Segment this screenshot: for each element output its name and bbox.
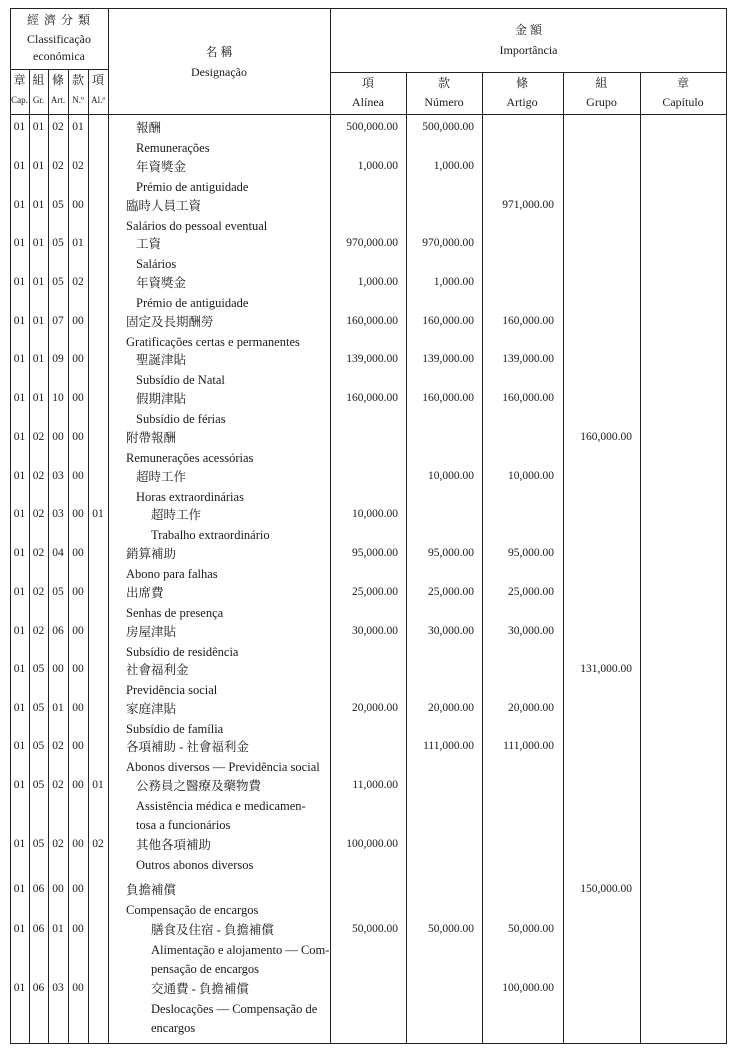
col-rule <box>108 8 109 1044</box>
table-top-border <box>10 8 727 9</box>
economic-code-cell: 09 <box>52 353 64 365</box>
economic-code-cell: 01 <box>32 276 45 288</box>
classification-heading-zh: 經 濟 分 類 <box>26 13 91 27</box>
designation-pt: Previdência social <box>126 682 218 697</box>
designation-zh: 負擔補償 <box>126 883 177 897</box>
economic-code-cell: 01 <box>52 923 64 935</box>
economic-code-cell: 00 <box>72 431 84 443</box>
col-rule <box>563 72 564 1044</box>
amount-col-heading-zh: 組 <box>595 76 608 90</box>
economic-code-cell: 00 <box>72 392 84 404</box>
designation-pt: Remunerações <box>136 140 210 155</box>
designation-zh: 交通費 - 負擔補償 <box>151 982 249 996</box>
economic-code-cell: 05 <box>32 702 45 714</box>
economic-code-cell: 06 <box>32 982 45 994</box>
amount-col-heading-pt: Número <box>424 95 464 109</box>
economic-code-cell: 03 <box>52 982 64 994</box>
amount-cell: 971,000.00 <box>502 199 554 211</box>
amount-cell: 50,000.00 <box>352 923 398 935</box>
amount-col-heading-zh: 章 <box>676 76 689 90</box>
designation-pt: Subsídio de férias <box>136 411 226 426</box>
amount-cell: 160,000.00 <box>346 392 398 404</box>
designation-pt: Salários <box>136 256 177 271</box>
economic-code-cell: 05 <box>32 779 45 791</box>
economic-code-cell: 01 <box>13 982 26 994</box>
economic-code-cell: 02 <box>32 625 45 637</box>
economic-code-cell: 05 <box>32 740 45 752</box>
economic-code-cell: 00 <box>72 982 84 994</box>
economic-code-cell: 02 <box>72 160 84 172</box>
economic-code-cell: 05 <box>52 199 64 211</box>
designation-zh: 各項補助 - 社會福利金 <box>126 740 249 754</box>
economic-code-cell: 01 <box>13 199 26 211</box>
designation-pt: Gratificações certas e permanentes <box>126 334 300 349</box>
designation-zh: 固定及長期酬勞 <box>126 315 214 329</box>
amount-cell: 160,000.00 <box>502 315 554 327</box>
amount-cell: 20,000.00 <box>428 702 474 714</box>
amount-cell: 95,000.00 <box>428 547 474 559</box>
amount-cell: 160,000.00 <box>422 315 474 327</box>
economic-code-cell: 01 <box>52 702 64 714</box>
economic-code-cell: 06 <box>52 625 64 637</box>
code-col-heading-pt: Art. <box>50 95 66 105</box>
economic-code-cell: 00 <box>72 199 84 211</box>
economic-code-cell: 01 <box>13 663 26 675</box>
designation-zh: 家庭津貼 <box>126 702 177 716</box>
designation-zh: 工資 <box>136 237 162 251</box>
economic-code-cell: 02 <box>32 508 45 520</box>
col-rule <box>88 69 89 1044</box>
budget-table <box>10 8 727 1045</box>
economic-code-cell: 01 <box>13 625 26 637</box>
designation-pt: Abono para falhas <box>126 566 218 581</box>
code-col-heading-pt: Cap. <box>11 95 28 105</box>
economic-code-cell: 01 <box>32 315 45 327</box>
economic-code-cell: 02 <box>72 276 84 288</box>
designation-pt: Alimentação e alojamento — Com- <box>151 942 330 957</box>
economic-code-cell: 01 <box>13 121 26 133</box>
economic-code-cell: 02 <box>32 547 45 559</box>
designation-zh: 年資獎金 <box>136 160 187 174</box>
economic-code-cell: 02 <box>32 586 45 598</box>
amount-cell: 10,000.00 <box>508 470 554 482</box>
amount-cell: 1,000.00 <box>433 160 474 172</box>
economic-code-cell: 01 <box>13 586 26 598</box>
designation-zh: 臨時人員工資 <box>126 199 202 213</box>
amount-cell: 25,000.00 <box>352 586 398 598</box>
economic-code-cell: 01 <box>32 160 45 172</box>
importance-heading-zh: 金 額 <box>514 23 542 37</box>
economic-code-cell: 01 <box>13 470 26 482</box>
economic-code-cell: 00 <box>52 883 64 895</box>
amount-cell: 1,000.00 <box>357 276 398 288</box>
designation-pt: Abonos diversos — Previdência social <box>126 759 320 774</box>
economic-code-cell: 06 <box>32 923 45 935</box>
amount-col-heading-zh: 條 <box>515 76 528 90</box>
designation-pt: Subsídio de residência <box>126 644 239 659</box>
amount-cell: 95,000.00 <box>352 547 398 559</box>
amount-cell: 970,000.00 <box>346 237 398 249</box>
amount-cell: 20,000.00 <box>508 702 554 714</box>
economic-code-cell: 01 <box>32 353 45 365</box>
amount-cell: 30,000.00 <box>352 625 398 637</box>
amount-col-heading-zh: 項 <box>361 76 374 90</box>
designation-pt: Subsídio de Natal <box>136 372 225 387</box>
economic-code-cell: 06 <box>32 883 45 895</box>
amount-cell: 25,000.00 <box>508 586 554 598</box>
economic-code-cell: 00 <box>72 315 84 327</box>
amount-cell: 111,000.00 <box>503 740 554 752</box>
economic-code-cell: 01 <box>13 160 26 172</box>
classification-heading-pt-2: económica <box>33 49 85 63</box>
economic-code-cell: 01 <box>13 923 26 935</box>
designation-pt: Prémio de antiguidade <box>136 295 249 310</box>
economic-code-cell: 01 <box>13 392 26 404</box>
amount-cell: 100,000.00 <box>502 982 554 994</box>
economic-code-cell: 01 <box>32 199 45 211</box>
designation-zh: 超時工作 <box>151 508 202 522</box>
economic-code-cell: 02 <box>92 838 104 850</box>
economic-code-cell: 00 <box>72 470 84 482</box>
designation-zh: 房屋津貼 <box>126 625 177 639</box>
amount-cell: 1,000.00 <box>357 160 398 172</box>
amount-cell: 25,000.00 <box>428 586 474 598</box>
designation-zh: 報酬 <box>136 121 162 135</box>
amount-cell: 131,000.00 <box>580 663 632 675</box>
designation-pt: Trabalho extraordinário <box>151 527 270 542</box>
designation-zh: 出席費 <box>126 586 164 600</box>
designation-pt: Salários do pessoal eventual <box>126 218 268 233</box>
designation-zh: 假期津貼 <box>136 392 187 406</box>
code-col-heading-zh: 項 <box>91 73 104 87</box>
designation-zh: 公務員之醫療及藥物費 <box>136 779 262 793</box>
designation-pt: Subsídio de família <box>126 721 224 736</box>
economic-code-cell: 04 <box>52 547 64 559</box>
designation-zh: 附帶報酬 <box>126 431 177 445</box>
economic-code-cell: 05 <box>52 586 64 598</box>
amount-cell: 20,000.00 <box>352 702 398 714</box>
economic-code-cell: 02 <box>52 121 64 133</box>
amount-cell: 30,000.00 <box>508 625 554 637</box>
economic-code-cell: 05 <box>52 276 64 288</box>
designation-zh: 聖誕津貼 <box>136 353 187 367</box>
economic-code-cell: 01 <box>13 508 26 520</box>
code-col-heading-zh: 章 <box>13 73 26 87</box>
economic-code-cell: 05 <box>52 237 64 249</box>
economic-code-cell: 00 <box>72 508 84 520</box>
amount-cell: 970,000.00 <box>422 237 474 249</box>
code-col-heading-zh: 組 <box>32 73 45 87</box>
economic-code-cell: 02 <box>32 470 45 482</box>
importance-heading-pt: Importância <box>499 43 558 57</box>
amount-cell: 10,000.00 <box>428 470 474 482</box>
classification-heading-pt-1: Classificação <box>27 32 91 46</box>
designation-pt: Horas extraordinárias <box>136 489 244 504</box>
economic-code-cell: 05 <box>32 663 45 675</box>
designation-pt: tosa a funcionários <box>136 818 231 832</box>
economic-code-cell: 02 <box>52 160 64 172</box>
designation-zh: 其他各項補助 <box>136 838 212 852</box>
economic-code-cell: 00 <box>72 586 84 598</box>
economic-code-cell: 02 <box>32 431 45 443</box>
economic-code-cell: 01 <box>13 779 26 791</box>
designation-pt: pensação de encargos <box>151 962 260 976</box>
designation-pt: Prémio de antiguidade <box>136 179 249 194</box>
economic-code-cell: 01 <box>13 838 26 850</box>
designation-zh: 銷算補助 <box>126 547 177 561</box>
importance-divider <box>330 72 727 73</box>
amount-cell: 139,000.00 <box>502 353 554 365</box>
economic-code-cell: 10 <box>52 392 64 404</box>
economic-code-cell: 01 <box>13 431 26 443</box>
economic-code-cell: 01 <box>13 276 26 288</box>
designation-zh: 膳食及住宿 - 負擔補償 <box>151 923 274 937</box>
designation-heading-pt: Designação <box>191 65 247 79</box>
amount-cell: 95,000.00 <box>508 547 554 559</box>
designation-zh: 社會福利金 <box>126 663 189 677</box>
economic-code-cell: 00 <box>72 547 84 559</box>
economic-code-cell: 00 <box>72 625 84 637</box>
economic-code-cell: 00 <box>72 779 84 791</box>
amount-col-heading-pt: Artigo <box>506 95 538 109</box>
code-col-heading-zh: 條 <box>51 73 64 87</box>
amount-cell: 1,000.00 <box>433 276 474 288</box>
economic-code-cell: 01 <box>92 779 104 791</box>
designation-zh: 年資獎金 <box>136 276 187 290</box>
economic-code-cell: 02 <box>52 838 64 850</box>
designation-pt: Remunerações acessórias <box>126 450 254 465</box>
economic-code-cell: 07 <box>52 315 64 327</box>
economic-code-cell: 00 <box>72 740 84 752</box>
amount-cell: 500,000.00 <box>422 121 474 133</box>
amount-cell: 111,000.00 <box>423 740 474 752</box>
economic-code-cell: 01 <box>13 547 26 559</box>
amount-cell: 100,000.00 <box>346 838 398 850</box>
amount-col-heading-zh: 款 <box>437 76 450 90</box>
economic-code-cell: 00 <box>72 353 84 365</box>
code-col-heading-pt: Al.ª <box>91 95 105 105</box>
amount-cell: 10,000.00 <box>352 508 398 520</box>
economic-code-cell: 02 <box>52 740 64 752</box>
economic-code-cell: 00 <box>72 883 84 895</box>
amount-cell: 150,000.00 <box>580 883 632 895</box>
designation-pt: Outros abonos diversos <box>136 857 254 872</box>
designation-pt: Deslocações — Compensação de <box>151 1001 318 1016</box>
economic-code-cell: 05 <box>32 838 45 850</box>
economic-code-cell: 01 <box>13 353 26 365</box>
amount-cell: 160,000.00 <box>422 392 474 404</box>
amount-col-heading-pt: Alínea <box>352 95 384 109</box>
economic-code-cell: 03 <box>52 508 64 520</box>
economic-code-cell: 00 <box>72 702 84 714</box>
economic-code-cell: 00 <box>72 838 84 850</box>
col-rule <box>726 8 727 1044</box>
amount-col-heading-pt: Capítulo <box>662 95 704 109</box>
economic-code-cell: 01 <box>32 121 45 133</box>
designation-zh: 超時工作 <box>136 470 187 484</box>
classification-divider <box>10 69 108 70</box>
economic-code-cell: 01 <box>13 883 26 895</box>
economic-code-cell: 01 <box>13 315 26 327</box>
economic-code-cell: 01 <box>32 237 45 249</box>
amount-cell: 160,000.00 <box>346 315 398 327</box>
economic-code-cell: 01 <box>92 508 104 520</box>
economic-code-cell: 01 <box>13 702 26 714</box>
economic-code-cell: 01 <box>72 121 84 133</box>
amount-cell: 11,000.00 <box>352 779 398 791</box>
amount-cell: 500,000.00 <box>346 121 398 133</box>
economic-code-cell: 02 <box>52 779 64 791</box>
amount-col-heading-pt: Grupo <box>586 95 617 109</box>
economic-code-cell: 00 <box>72 663 84 675</box>
economic-code-cell: 03 <box>52 470 64 482</box>
col-rule <box>640 72 641 1044</box>
designation-pt: Compensação de encargos <box>126 902 259 917</box>
code-col-heading-zh: 款 <box>71 73 84 87</box>
amount-cell: 50,000.00 <box>428 923 474 935</box>
economic-code-cell: 00 <box>72 923 84 935</box>
amount-cell: 139,000.00 <box>346 353 398 365</box>
economic-code-cell: 00 <box>52 431 64 443</box>
economic-code-cell: 00 <box>52 663 64 675</box>
amount-cell: 160,000.00 <box>502 392 554 404</box>
amount-cell: 139,000.00 <box>422 353 474 365</box>
economic-code-cell: 01 <box>72 237 84 249</box>
header-bottom-border <box>10 114 727 115</box>
table-bottom-border <box>10 1043 727 1044</box>
designation-pt: encargos <box>151 1021 196 1035</box>
designation-pt: Senhas de presença <box>126 605 224 620</box>
amount-cell: 30,000.00 <box>428 625 474 637</box>
designation-heading-zh: 名 稱 <box>205 45 233 59</box>
code-col-heading-pt: Gr. <box>32 95 45 105</box>
economic-code-cell: 01 <box>13 740 26 752</box>
economic-code-cell: 01 <box>13 237 26 249</box>
economic-code-cell: 01 <box>32 392 45 404</box>
amount-cell: 160,000.00 <box>580 431 632 443</box>
code-col-heading-pt: N.º <box>72 95 84 105</box>
amount-cell: 50,000.00 <box>508 923 554 935</box>
designation-pt: Assistência médica e medicamen- <box>136 798 306 813</box>
